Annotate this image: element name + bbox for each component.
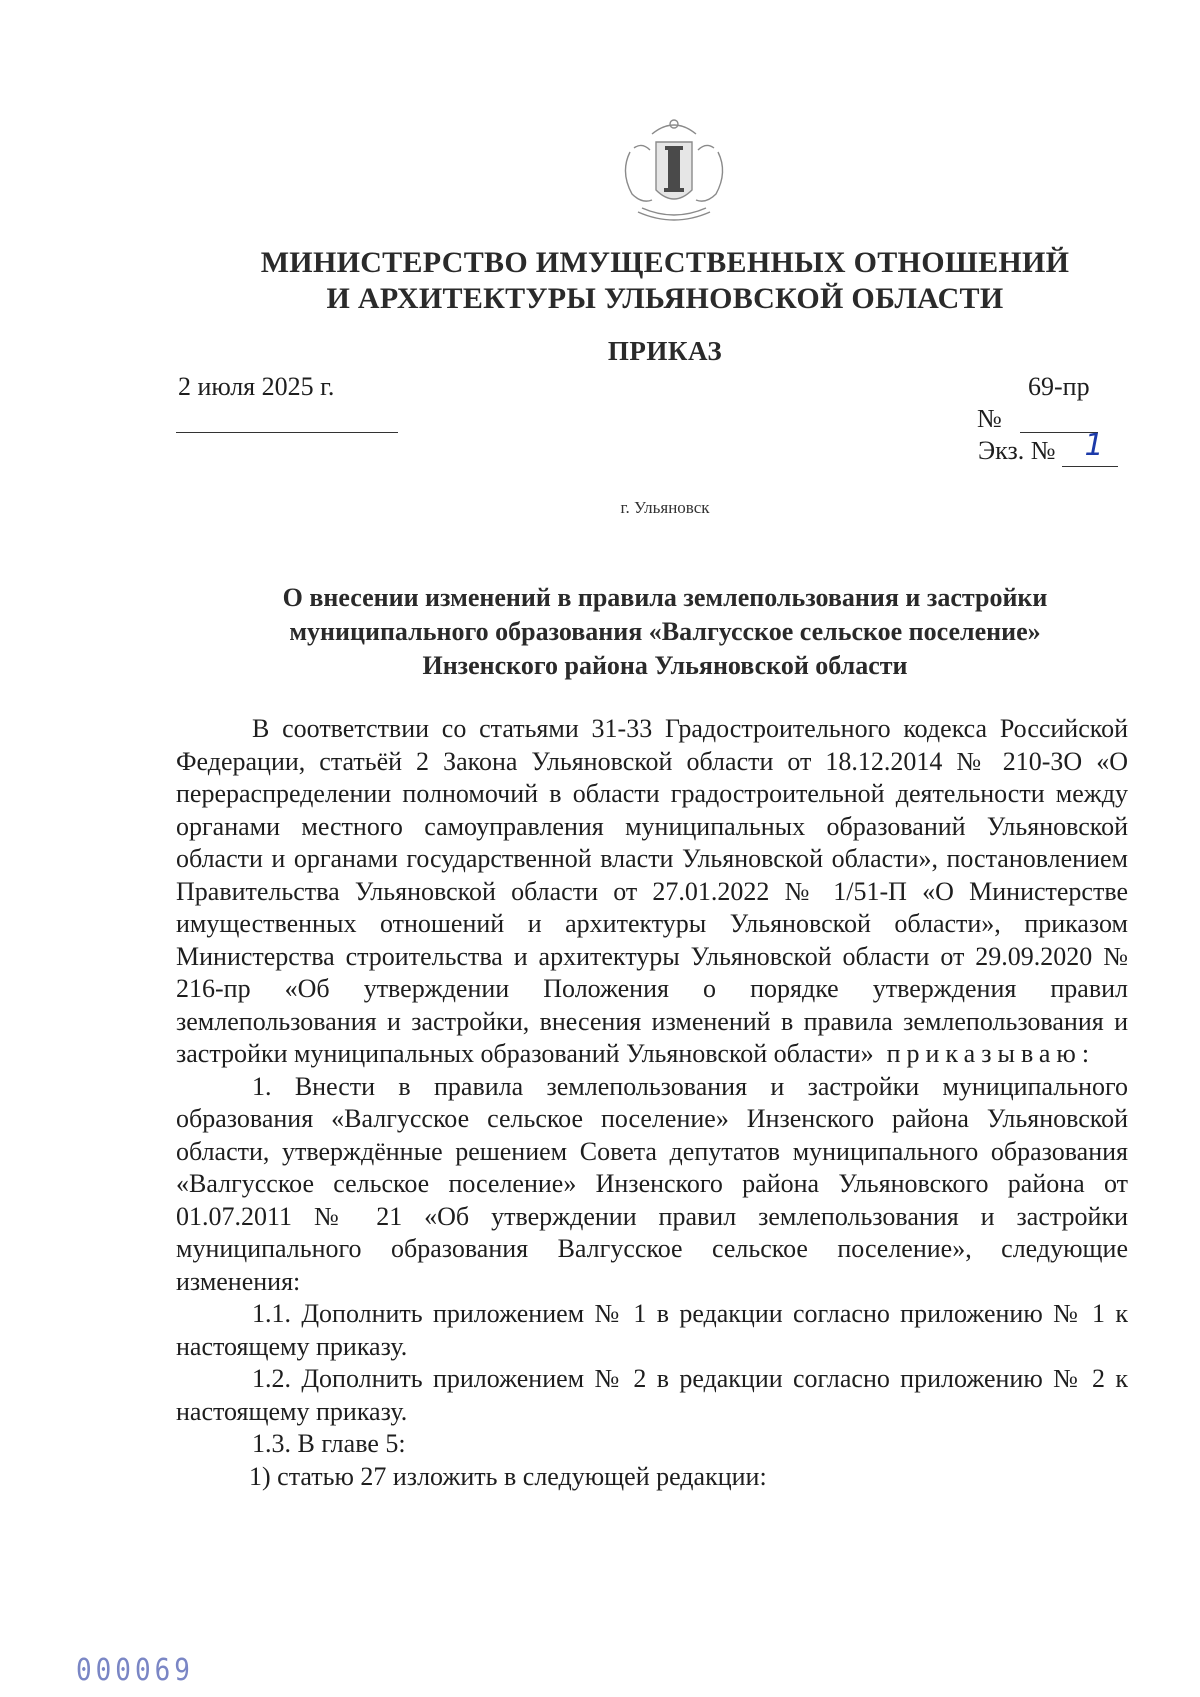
document-number: 69-пр (1028, 372, 1090, 401)
copy-number-label: Экз. № (978, 436, 1056, 465)
item-1-3-paragraph: 1.3. В главе 5: (252, 1429, 406, 1458)
ministry-name-line-1: МИНИСТЕРСТВО ИМУЩЕСТВЕННЫХ ОТНОШЕНИЙ (260, 246, 1070, 279)
item-1-1-paragraph: 1.1. Дополнить приложением № 1 в редакции согласно приложению № 1 к настоящему приказу. (176, 1299, 1128, 1361)
subitem-1-paragraph: 1) статью 27 изложить в следующей редакции: (249, 1461, 767, 1491)
item-1-2-paragraph: 1.2. Дополнить приложением № 2 в редакции согласно приложению № 2 к настоящему приказу. (176, 1364, 1128, 1426)
date-underline (176, 432, 398, 433)
copy-number-underline (1062, 466, 1118, 467)
document-number-label: № (977, 404, 1002, 433)
serial-number-stamp: 000069 (76, 1653, 194, 1689)
document-date: 2 июля 2025 г. (178, 372, 335, 401)
copy-number-handwritten: 1 (1084, 428, 1104, 463)
title-line-1: О внесении изменений в правила землепользования и застройки (282, 583, 1048, 612)
coat-of-arms-emblem (612, 112, 736, 224)
document-type: ПРИКАЗ (607, 336, 723, 366)
title-line-3: Инзенского района Ульяновской области (422, 651, 908, 680)
ministry-name-line-2: И АРХИТЕКТУРЫ УЛЬЯНОВСКОЙ ОБЛАСТИ (326, 282, 1004, 315)
preamble-paragraph (176, 713, 1128, 1071)
item-1-paragraph: 1. Внести в правила землепользования и застройки муниципального образования «Валгусское сельское поселение» Инзенского района Ульяновской области, утверждённые решением Совета депутатов муниципального образования «Валгусское сельское поселение» Инзенского района Ульяновского района от 01.07.2011 № 21 «Об утверждении правил землепользования и застройки муниципального образования Валгусское сельское поселение», следующие изменения: (176, 1071, 1128, 1296)
document-title (0, 581, 1200, 683)
order-word: приказываю: (886, 1039, 1096, 1068)
document-city: г. Ульяновск (620, 498, 710, 517)
document-body (176, 713, 1128, 1493)
preamble-text: В соответствии со статьями 31-33 Градостроительного кодекса Российской Федерации, статьёй 2 Закона Ульяновской области от 18.12.2014 № 210-ЗО «О перераспределении полномочий в области градостроительной деятельности между органами местного самоуправления муниципальных образований Ульяновской области и органами государственной власти Ульяновской области», постановлением Правительства Ульяновской области от 27.01.2022 № 1/51-П «О Министерстве имущественных отношений и архитектуры Ульяновской области», приказом Министерства строительства и архитектуры Ульяновской области от 29.09.2020 № 216-пр «Об утверждении Положения о порядке утверждения правил землепользования и застройки, внесения изменений в правила землепользования и застройки муниципальных образований Ульяновской области» (176, 714, 1128, 1068)
title-line-2: муниципального образования «Валгусское сельское поселение» (289, 617, 1041, 646)
